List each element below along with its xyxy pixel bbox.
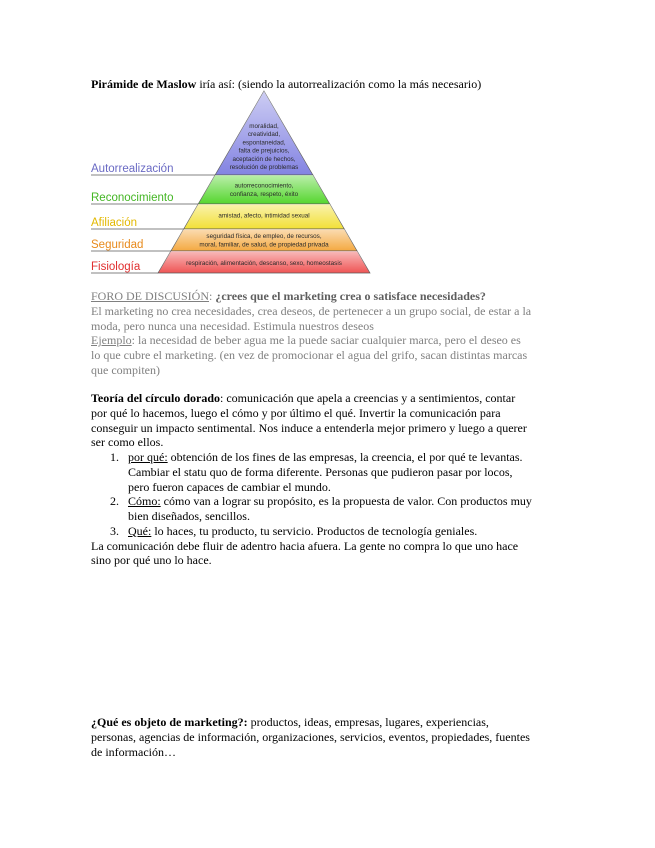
level-text-line: seguridad física, de empleo, de recursos, [206, 233, 322, 240]
level-text-line: aceptación de hechos, [232, 155, 296, 163]
circulo-text-line: por qué lo hacemos, luego el cómo y por último el qué. Invertir la comunicación para [91, 405, 501, 420]
level-text-line: moral, familiar, de salud, de propiedad privada [199, 241, 329, 249]
circulo-title: Teoría del círculo dorado [91, 391, 220, 405]
level-text-line: falta de prejuicios, [238, 147, 290, 155]
foro-question: ¿crees que el marketing crea o satisface necesidades? [212, 289, 486, 303]
list-item-line: pero fueron capaces de cambiar el mundo. [128, 479, 331, 494]
list-item [91, 524, 581, 539]
level-label-fisiologia: Fisiología [91, 261, 141, 273]
level-text-line: autorreconocimiento, [234, 182, 294, 190]
foro-example-line: que compiten) [91, 362, 160, 377]
circulo-text-line: ser como ellos. [91, 435, 164, 450]
maslow-title: Pirámide de Maslow [91, 77, 197, 91]
level-label-reconocimiento: Reconocimiento [91, 192, 174, 204]
list-item-first-line [128, 450, 581, 465]
list-item-first-line [128, 494, 581, 509]
foro-section [91, 289, 581, 378]
list-item [91, 494, 581, 524]
foro-answer-line: El marketing no crea necesidades, crea deseos, de pertenecer a un grupo social, de estar a la [91, 303, 532, 318]
pyramid-level-shading [198, 175, 330, 204]
list-marker: 1. [110, 450, 119, 464]
list-item-first-line [128, 524, 581, 539]
foro-heading-line [91, 289, 581, 304]
level-text-line: respiración, alimentación, descanso, sexo, homeostasis [186, 260, 342, 267]
list-item [91, 450, 581, 494]
objeto-title: ¿Qué es objeto de marketing?: [91, 715, 248, 729]
circulo-dorado-section [91, 391, 581, 568]
foro-label: FORO DE DISCUSIÓN [91, 289, 210, 303]
level-text-line: espontaneidad, [242, 139, 286, 147]
level-text-line: confianza, respeto, éxito [229, 191, 299, 198]
level-label-seguridad: Seguridad [91, 239, 144, 251]
circulo-conclusion-line: sino por qué uno lo hace. [91, 553, 212, 568]
level-text-line: amistad, afecto, intimidad sexual [218, 212, 310, 220]
list-item-line: bien diseñados, sencillos. [128, 509, 250, 523]
foro-answer-line: moda, pero nunca una necesidad. Estimula nuestros deseos [91, 318, 374, 333]
objeto-marketing-section [91, 715, 581, 759]
circulo-text-line: conseguir un impacto sentimental. Nos induce a entenderla mejor primero y luego a querer [91, 420, 527, 435]
foro-separator: : [209, 289, 213, 303]
objeto-text-line: productos, ideas, empresas, lugares, experiencias, [247, 715, 489, 729]
list-item-term: Qué: [128, 523, 152, 538]
circulo-first-line [91, 391, 581, 406]
list-item-line: obtención de los fines de las empresas, la creencia, el por qué te levantas. [167, 450, 523, 464]
circulo-text-line: : comunicación que apela a creencias y a sentimientos, contar [220, 391, 516, 405]
maslow-pyramid [88, 88, 378, 278]
objeto-text-line: personas, agencias de información, organizaciones, servicios, eventos, propiedades, fuentes [91, 729, 530, 744]
level-text-line: resolución de problemas [229, 164, 299, 171]
level-label-autorrealizacion: Autorrealización [91, 163, 174, 175]
circulo-conclusion-line: La comunicación debe fluir de adentro hacia afuera. La gente no compra lo que uno hace [91, 538, 519, 553]
level-text-line: moralidad, [249, 123, 279, 130]
maslow-intro: iría así: (siendo la autorrealización como la más necesario) [196, 77, 482, 91]
list-item-term: Cómo: [128, 494, 161, 509]
list-item-term: por qué: [128, 450, 168, 464]
list-marker: 3. [110, 523, 119, 538]
foro-example-first-line [91, 333, 581, 348]
objeto-text-line: de información… [91, 744, 176, 759]
foro-example-line: : la necesidad de beber agua me la puede saciar cualquier marca, pero el deseo es [131, 333, 521, 348]
level-label-afiliacion: Afiliación [91, 217, 138, 229]
list-item-line: lo haces, tu producto, tu servicio. Productos de tecnología geniales. [151, 523, 478, 538]
list-marker: 2. [110, 494, 119, 509]
foro-example-line: lo que cubre el marketing. (en vez de promocionar el agua del grifo, sacan distintas marcas [91, 348, 528, 362]
level-text-line: creatividad, [247, 131, 281, 139]
objeto-first-line [91, 715, 581, 730]
list-item-line: Cambiar el statu quo de forma diferente. Personas que pudieron pasar por locos, [128, 464, 513, 479]
list-item-line: cómo van a lograr su propósito, es la propuesta de valor. Con productos muy [160, 494, 532, 509]
foro-example-label: Ejemplo [91, 333, 132, 348]
